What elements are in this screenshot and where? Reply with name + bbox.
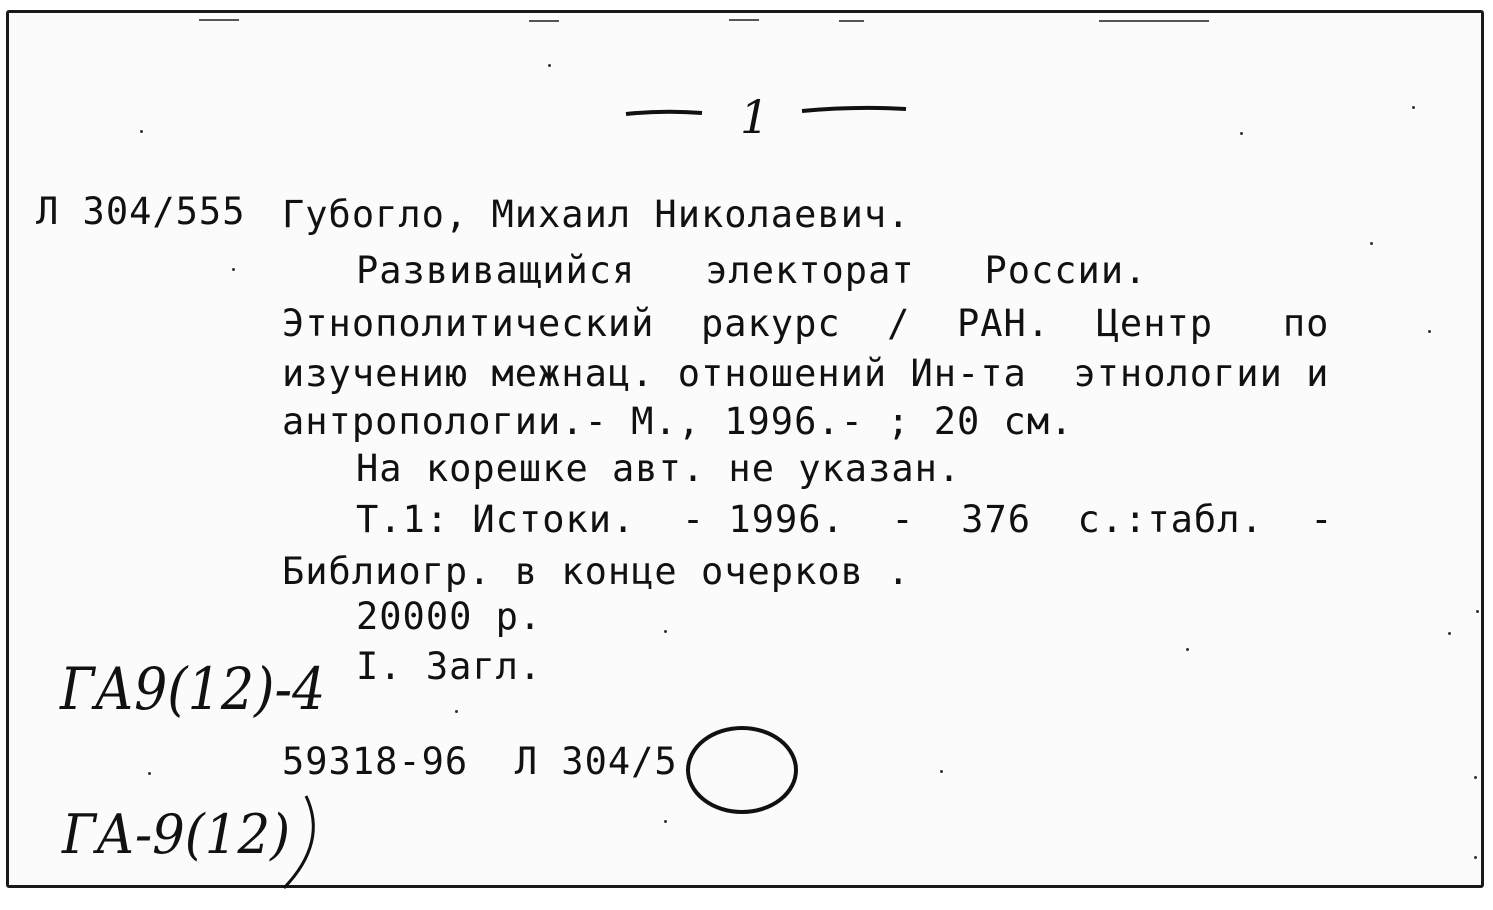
scan-speck — [140, 130, 143, 133]
handwritten-classification-1: ГА9(12)-4 — [60, 655, 326, 723]
scan-speck — [1186, 648, 1189, 651]
title-line-2: Этнополитический ракурс / РАН. Центр по — [282, 302, 1330, 345]
scan-speck — [940, 770, 943, 773]
volume-line: Т.1: Истоки. - 1996. - 376 с.:табл. - — [356, 498, 1334, 541]
scan-speck — [548, 64, 551, 67]
scan-speck — [1240, 132, 1243, 135]
page-number-dash-left — [624, 104, 704, 120]
bibliography-note: Библиогр. в конце очерков . — [282, 550, 911, 593]
title-entry: I. Загл. — [356, 645, 543, 688]
scan-speck — [1412, 106, 1415, 109]
author-heading: Губогло, Михаил Николаевич. — [282, 193, 911, 236]
scan-speck — [148, 772, 151, 775]
title-line-1: Развиващийся электорат России. — [356, 249, 1148, 292]
scan-speck — [1474, 776, 1477, 779]
page-number-dash-right — [800, 102, 910, 118]
title-line-4: антропологии.- М., 1996.- ; 20 см. — [282, 400, 1074, 443]
top-edge-dash — [529, 20, 559, 22]
top-edge-dash — [839, 20, 864, 22]
handwritten-classification-2: ГА-9(12) — [62, 803, 291, 866]
scan-speck — [1474, 856, 1477, 859]
title-line-3: изучению межнац. отношений Ин-та этнологии и — [282, 352, 1330, 395]
page-number: 1 — [740, 90, 771, 144]
spine-note: На корешке авт. не указан. — [356, 447, 962, 490]
top-edge-dash — [199, 19, 239, 21]
scan-speck — [1476, 610, 1479, 613]
price: 20000 р. — [356, 595, 543, 638]
handwritten-bracket — [276, 792, 336, 892]
accession-number: 59318-96 Л 304/5 — [282, 740, 678, 783]
top-edge-dash — [1099, 20, 1209, 22]
scan-speck — [1370, 242, 1373, 245]
scan-speck — [1448, 632, 1451, 635]
top-edge-dash — [729, 19, 759, 21]
scan-speck — [1428, 330, 1431, 333]
scan-speck — [664, 630, 667, 633]
shelfmark: Л 304/555 — [36, 190, 246, 233]
scan-speck — [455, 710, 458, 713]
scan-speck — [232, 268, 235, 271]
scan-speck — [664, 820, 667, 823]
hand-drawn-circle — [680, 720, 810, 820]
